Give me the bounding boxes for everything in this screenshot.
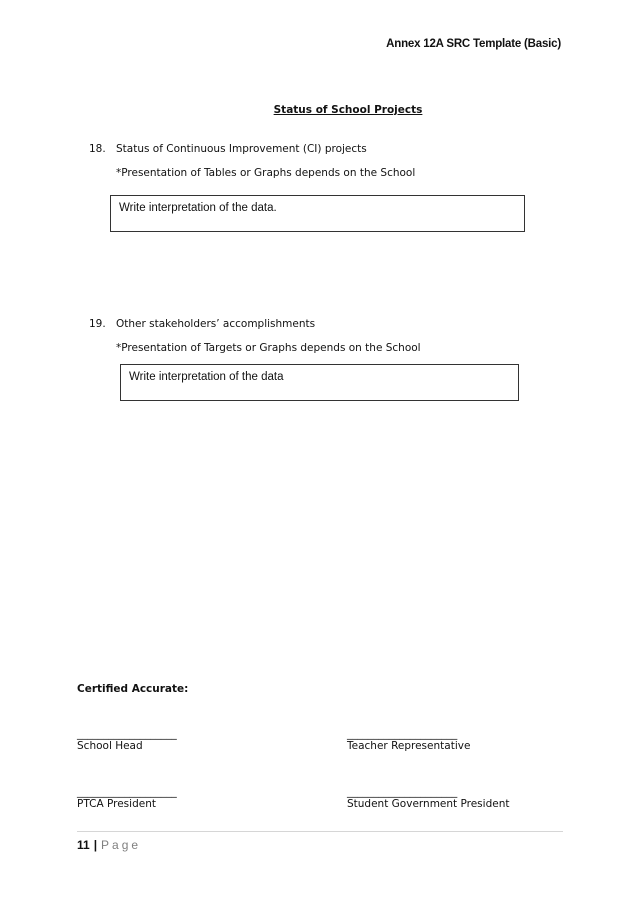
signature-line-school-head: ___________________ <box>77 728 177 740</box>
item-18-number: 18. <box>89 143 106 155</box>
footer-separator: | <box>93 838 98 852</box>
item-18-note: *Presentation of Tables or Graphs depends on the School <box>116 167 416 179</box>
footer-divider <box>77 831 563 832</box>
signature-line-teacher-rep: _____________________ <box>347 728 458 740</box>
page-footer <box>77 838 141 852</box>
item-19-interpretation-box[interactable] <box>120 364 519 401</box>
signatory-student-government-president: Student Government President <box>347 798 510 810</box>
item-18-box-text: Write interpretation of the data. <box>119 202 277 214</box>
item-19-note: *Presentation of Targets or Graphs depends on the School <box>116 342 421 354</box>
page-label: Page <box>101 838 142 852</box>
certified-heading: Certified Accurate: <box>77 683 189 695</box>
item-19-box-text: Write interpretation of the data <box>129 371 284 383</box>
signature-line-ptca: ___________________ <box>77 786 177 798</box>
signatory-ptca-president: PTCA President <box>77 798 156 810</box>
page-number: 11 <box>77 838 90 852</box>
annex-header: Annex 12A SRC Template (Basic) <box>386 38 561 50</box>
signatory-school-head: School Head <box>77 740 143 752</box>
signature-line-sg: _____________________ <box>347 786 458 798</box>
item-19-number: 19. <box>89 318 106 330</box>
item-18-label: Status of Continuous Improvement (CI) projects <box>116 143 367 155</box>
section-title: Status of School Projects <box>273 104 423 116</box>
item-19-label: Other stakeholders’ accomplishments <box>116 318 316 330</box>
signatory-teacher-representative: Teacher Representative <box>347 740 471 752</box>
item-18-interpretation-box[interactable] <box>110 195 525 232</box>
